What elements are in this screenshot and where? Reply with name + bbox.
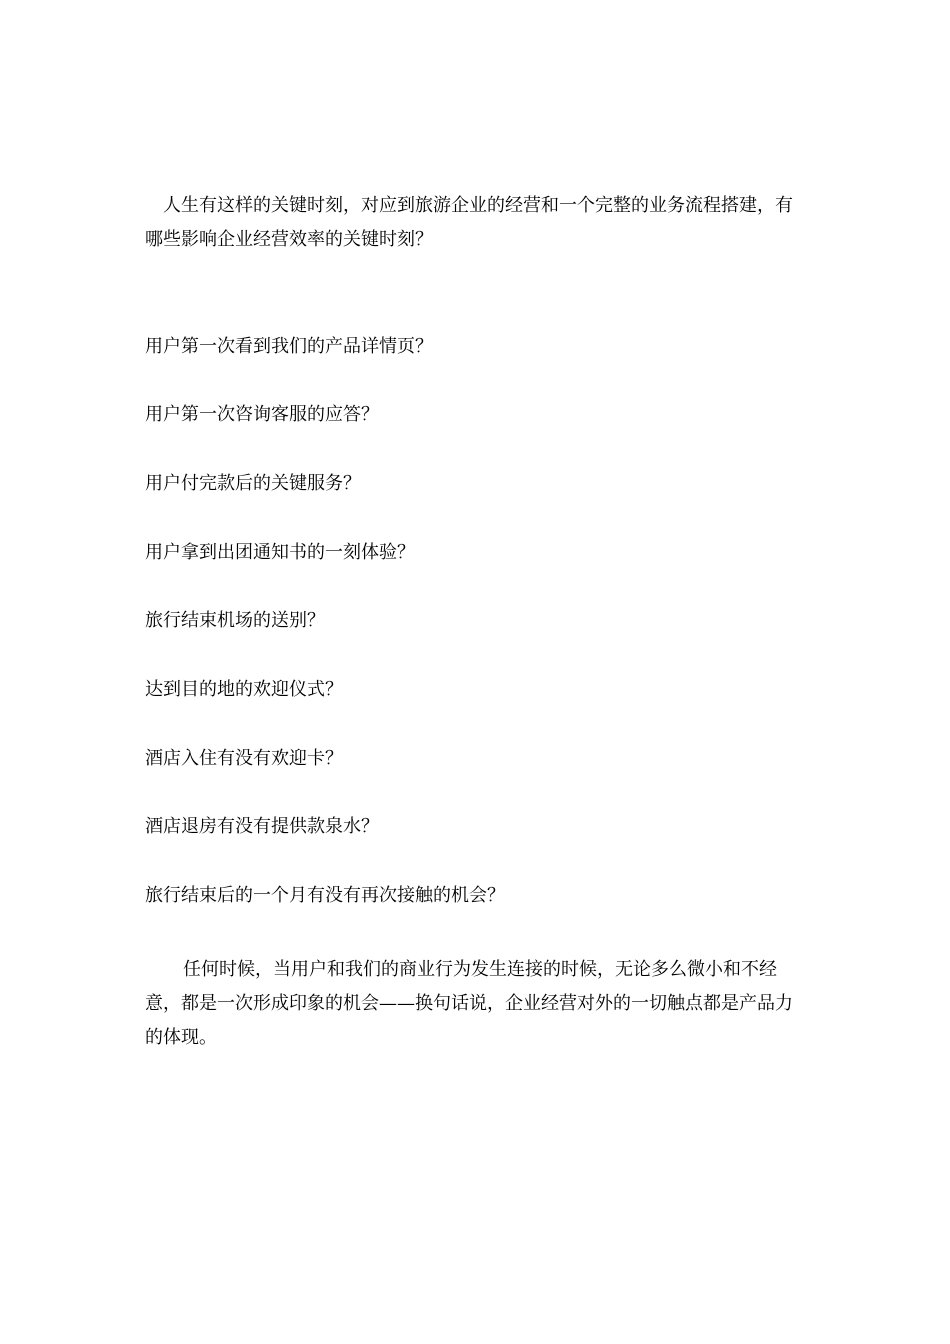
- question-item: 用户拿到出团通知书的一刻体验？: [145, 542, 415, 563]
- closing-paragraph: 任何时候，当用户和我们的商业行为发生连接的时候，无论多么微小和不经意，都是一次形成印象的机会——换句话说，企业经营对外的一切触点都是产品力的体现。: [145, 959, 793, 1048]
- question-item: 旅行结束后的一个月有没有再次接触的机会？: [145, 885, 505, 906]
- question-item: 用户第一次看到我们的产品详情页？: [145, 336, 433, 357]
- question-item: 达到目的地的欢迎仪式？: [145, 679, 343, 700]
- intro-paragraph: 人生有这样的关键时刻，对应到旅游企业的经营和一个完整的业务流程搭建，有哪些影响企业经营效率的关键时刻？: [145, 195, 793, 250]
- question-item: 用户付完款后的关键服务？: [145, 473, 361, 494]
- question-item: 用户第一次咨询客服的应答？: [145, 404, 379, 425]
- question-item: 旅行结束机场的送别？: [145, 610, 325, 631]
- question-item: 酒店入住有没有欢迎卡？: [145, 748, 343, 769]
- question-item: 酒店退房有没有提供款泉水？: [145, 816, 379, 837]
